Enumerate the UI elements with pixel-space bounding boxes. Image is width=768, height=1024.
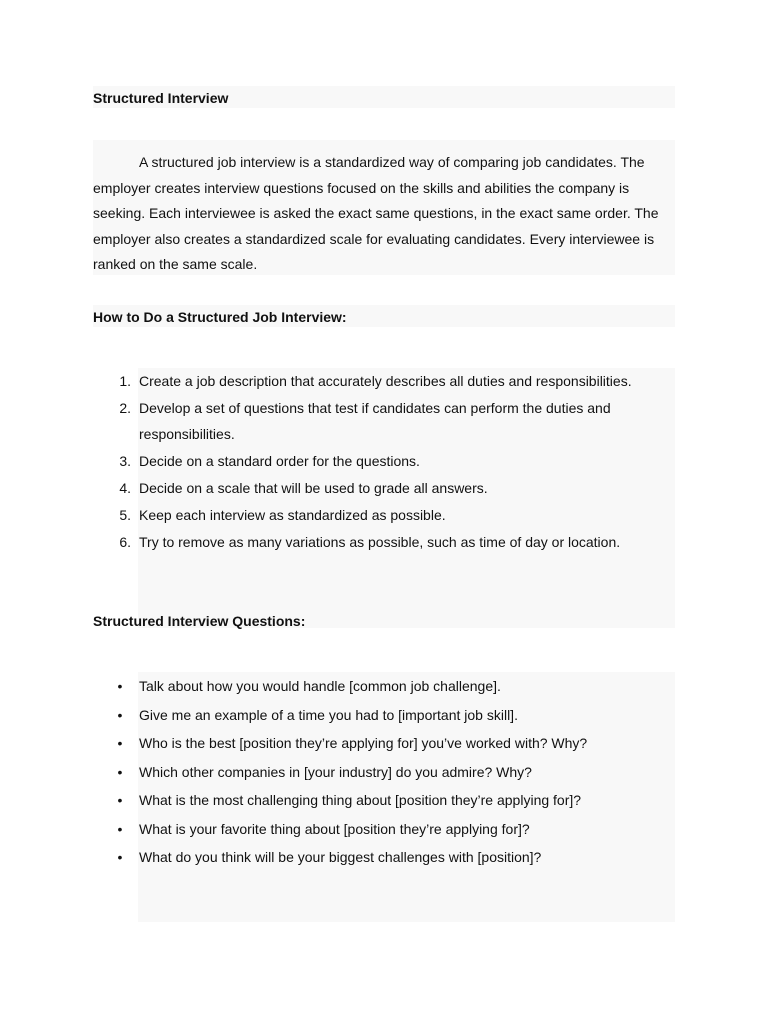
- list-item-text: What is the most challenging thing about [position they’re applying for]?: [139, 792, 582, 808]
- list-item: [93, 703, 693, 729]
- bullet-icon: •: [117, 735, 123, 751]
- list-item: [93, 788, 693, 814]
- list-item-text: What do you think will be your biggest challenges with [position]?: [139, 849, 542, 865]
- list-item: [93, 760, 693, 786]
- list-number: 3.: [119, 452, 131, 469]
- questions-heading: Structured Interview Questions:: [93, 613, 306, 629]
- list-number: 1.: [119, 373, 131, 389]
- list-item: [93, 476, 693, 502]
- list-item: [93, 503, 693, 529]
- list-item: [93, 396, 693, 447]
- bullet-icon: •: [117, 678, 123, 694]
- list-item: [93, 674, 693, 700]
- list-item-text: Decide on a scale that will be used to grade all answers.: [139, 479, 488, 496]
- questions-list: [93, 674, 693, 874]
- bullet-icon: •: [117, 706, 123, 723]
- list-item-text: Decide on a standard order for the questions.: [139, 452, 420, 469]
- steps-list: [93, 369, 693, 557]
- list-item: [93, 449, 693, 475]
- bullet-icon: •: [117, 820, 123, 837]
- list-item-text: Create a job description that accurately describes all duties and responsibilities.: [139, 373, 632, 389]
- list-item-text: Talk about how you would handle [common job challenge].: [139, 678, 501, 694]
- list-number: 6.: [119, 533, 131, 550]
- list-number: 2.: [119, 400, 131, 416]
- list-item: [93, 369, 693, 395]
- document-title: Structured Interview: [93, 90, 229, 106]
- list-item-text: Keep each interview as standardized as possible.: [139, 506, 446, 523]
- list-item-text: What is your favorite thing about [position they’re applying for]?: [139, 820, 530, 837]
- list-item: [93, 845, 693, 871]
- bullet-icon: •: [117, 849, 123, 865]
- intro-paragraph: A structured job interview is a standardized way of comparing job candidates. The employer creates interview questions focused on the skills and abilities the company is seeking. Each interviewee is asked the exact same questions, in the exact same order. The employer also creates a standardized scale for evaluating candidates. Every interviewee is ranked on the same scale.: [93, 154, 659, 272]
- list-item-text: Who is the best [position they’re applying for] you’ve worked with? Why?: [139, 735, 588, 751]
- list-item: [93, 731, 693, 757]
- list-item: [93, 530, 693, 556]
- bullet-icon: •: [117, 792, 123, 808]
- bullet-icon: •: [117, 763, 123, 780]
- list-item-text: Try to remove as many variations as possible, such as time of day or location.: [139, 533, 621, 550]
- howto-heading: How to Do a Structured Job Interview:: [93, 309, 347, 325]
- list-item-text: Give me an example of a time you had to [important job skill].: [139, 706, 518, 723]
- list-item: [93, 817, 693, 843]
- list-number: 5.: [119, 506, 131, 523]
- list-number: 4.: [119, 479, 131, 496]
- list-item-text: Which other companies in [your industry] do you admire? Why?: [139, 763, 532, 780]
- list-item-text: Develop a set of questions that test if candidates can perform the duties and responsibilities.: [139, 400, 611, 442]
